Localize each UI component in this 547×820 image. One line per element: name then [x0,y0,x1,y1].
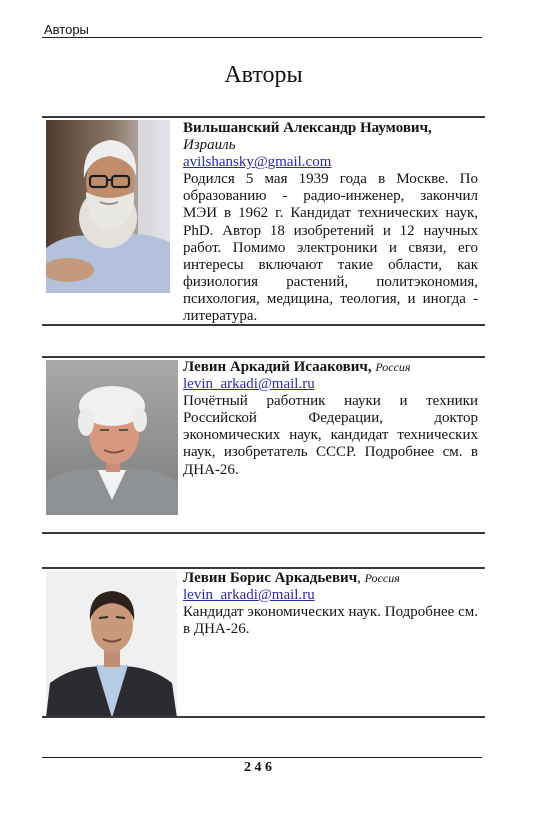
author-heading [183,570,478,587]
author-block-bottom-rule [42,532,485,534]
author-block-top-rule [42,567,485,569]
author-photo-levin-arkadi [46,360,178,515]
author-email-link[interactable]: levin_arkadi@mail.ru [183,587,315,604]
footer-rule [42,757,482,758]
author-heading [183,359,478,376]
page-number: 2 4 6 [244,760,272,775]
author-block-bottom-rule [42,324,485,326]
author-email-link[interactable]: avilshansky@gmail.com [183,154,332,171]
author-bio: Почётный работник науки и техники Российской Федерации, доктор экономических наук, кандидат технических наук, изобретатель СССР. Подробнее см. в ДНА-26. [183,393,478,478]
author-block-bottom-rule [42,716,485,718]
author-country: Россия [375,360,411,374]
author-bio: Кандидат экономических наук. Подробнее см. в ДНА-26. [183,604,478,638]
header-rule [42,37,482,38]
author-name: Левин Борис Аркадьевич [183,570,358,586]
author-name: Левин Аркадий Исаакович, [183,359,372,375]
page-title: Авторы [224,62,303,88]
author-country: Россия [364,571,400,585]
author-bio: Родился 5 мая 1939 года в Москве. По образованию - радио-инженер, закончил МЭИ в 1962 г. Кандидат технических наук, PhD. Автор 18 изобретений и 12 научных работ. Помимо электроники и связи, его интересы включают такие области, как физиология растений, политэкономия, психология, медицина, теология, и иногда - литература. [183,171,478,325]
author-photo-vilshansky [46,120,170,293]
author-block-top-rule [42,116,485,118]
author-photo-levin-boris [46,571,177,718]
author-info [183,120,478,325]
author-name-separator: , [357,570,361,586]
author-country: Израиль [183,137,236,154]
author-info [183,570,478,638]
author-block-top-rule [42,356,485,358]
author-email-link[interactable]: levin_arkadi@mail.ru [183,376,315,393]
author-info [183,359,478,479]
author-name: Вильшанский Александр Наумович, [183,120,432,136]
running-header-title: Авторы [44,22,89,37]
